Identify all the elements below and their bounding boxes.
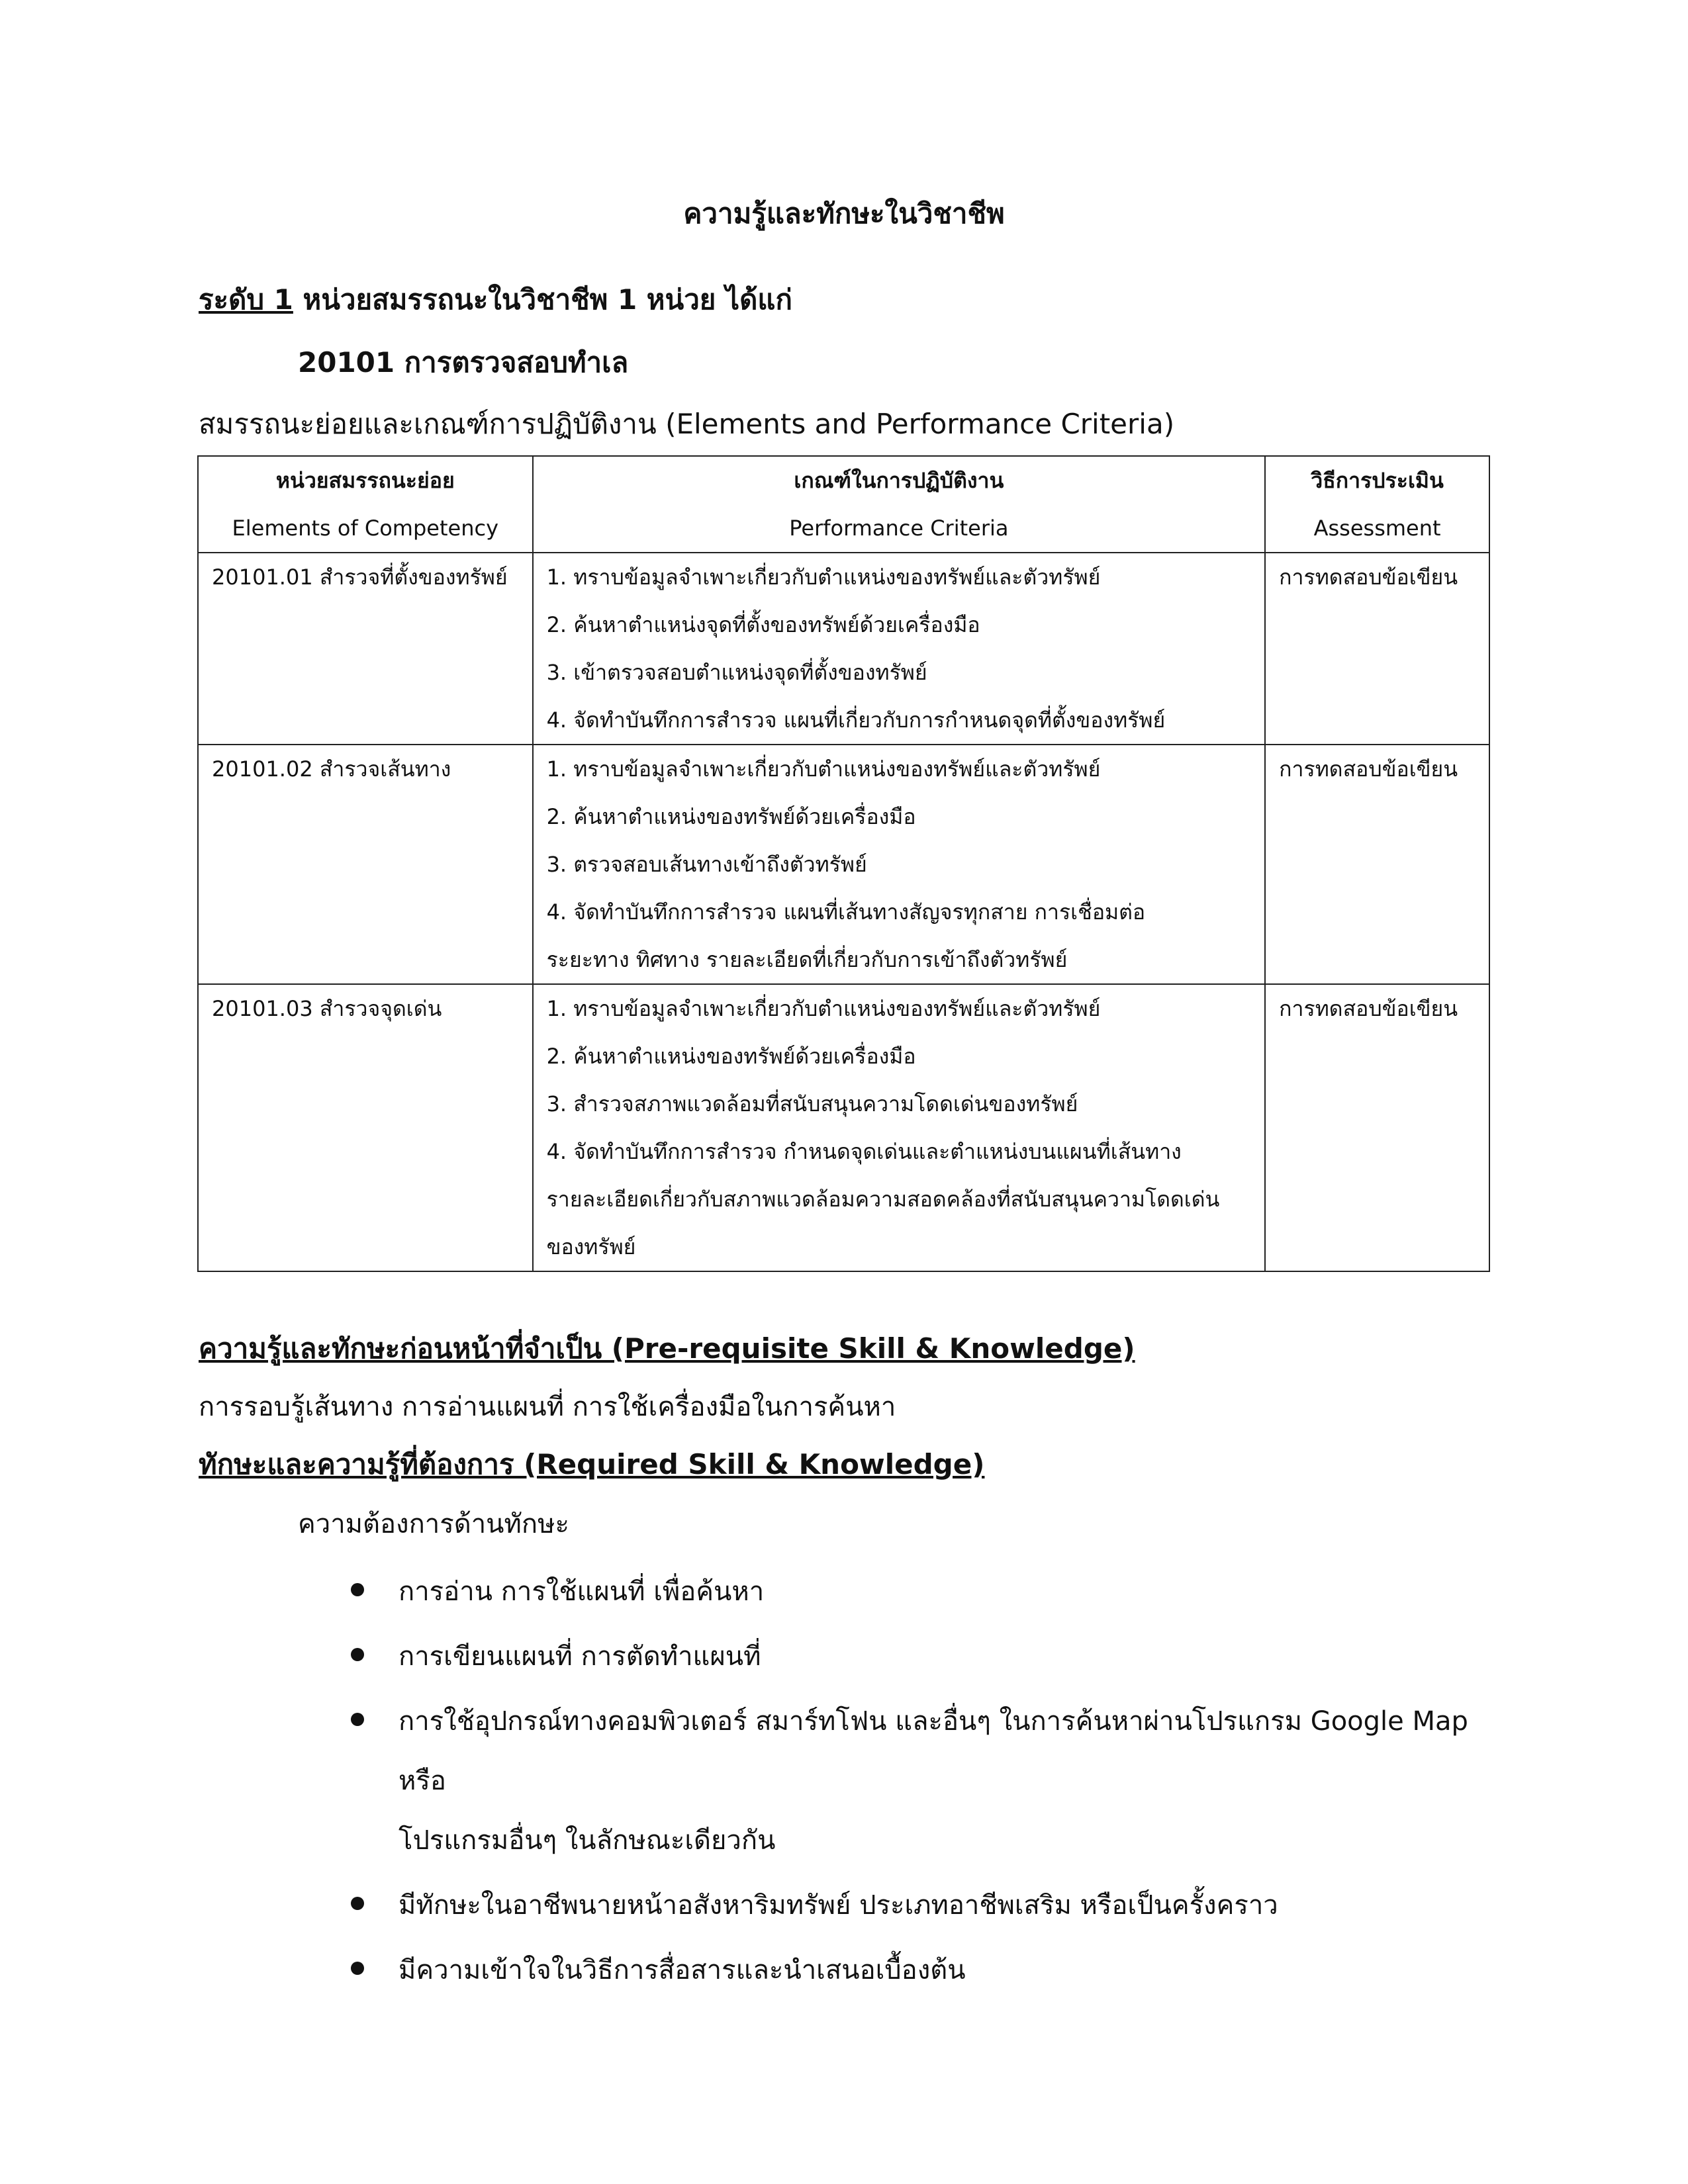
criteria-line: ของทรัพย์ <box>546 1234 636 1259</box>
list-item <box>351 1562 1489 1621</box>
header-english: Assessment <box>1313 516 1441 541</box>
list-item-text: มีทักษะในอาชีพนายหน้าอสังหาริมทรัพย์ ประเภทอาชีพเสริม หรือเป็นครั้งคราว <box>399 1890 1278 1921</box>
bullet-icon <box>351 1962 364 1975</box>
criteria-cell <box>533 553 1266 745</box>
criteria-line: 3. ตรวจสอบเส้นทางเข้าถึงตัวทรัพย์ <box>546 852 867 877</box>
criteria-line: 4. จัดทำบันทึกการสำรวจ แผนที่เส้นทางสัญจรทุกสาย การเชื่อมต่อ <box>546 899 1146 925</box>
criteria-line: ระยะทาง ทิศทาง รายละเอียดที่เกี่ยวกับการเข้าถึงตัวทรัพย์ <box>546 947 1068 972</box>
prerequisite-text: การรอบรู้เส้นทาง การอ่านแผนที่ การใช้เครื่องมือในการค้นหา <box>199 1392 896 1422</box>
level-line <box>199 278 792 322</box>
assessment-cell: การทดสอบข้อเขียน <box>1265 984 1489 1271</box>
table-body <box>198 553 1489 1271</box>
criteria-line: 4. จัดทำบันทึกการสำรวจ กำหนดจุดเด่นและตำแหน่งบนแผนที่เส้นทาง <box>546 1139 1182 1164</box>
assessment-cell: การทดสอบข้อเขียน <box>1265 745 1489 984</box>
header-english: Performance Criteria <box>789 516 1009 541</box>
criteria-line: 3. เข้าตรวจสอบตำแหน่งจุดที่ตั้งของทรัพย์ <box>546 660 927 685</box>
level-label: ระดับ 1 <box>199 283 293 316</box>
criteria-line: 3. สำรวจสภาพแวดล้อมที่สนับสนุนความโดดเด่นของทรัพย์ <box>546 1091 1078 1116</box>
list-item <box>351 1940 1489 2000</box>
table-row <box>198 984 1489 1271</box>
bullet-icon <box>351 1583 364 1596</box>
header-english: Elements of Competency <box>232 516 499 541</box>
list-item <box>351 1876 1489 1935</box>
list-item <box>351 1627 1489 1686</box>
element-cell: 20101.02 สำรวจเส้นทาง <box>198 745 533 984</box>
element-cell: 20101.03 สำรวจจุดเด่น <box>198 984 533 1271</box>
header-thai: เกณฑ์ในการปฏิบัติงาน <box>794 468 1004 493</box>
document-title: ความรู้และทักษะในวิชาชีพ <box>683 197 1005 230</box>
criteria-line: 1. ทราบข้อมูลจำเพาะเกี่ยวกับตำแหน่งของทรัพย์และตัวทรัพย์ <box>546 565 1101 590</box>
header-assessment <box>1265 456 1489 553</box>
header-thai: หน่วยสมรรถนะย่อย <box>275 468 455 493</box>
table-header-row <box>198 456 1489 553</box>
assessment-cell: การทดสอบข้อเขียน <box>1265 553 1489 745</box>
criteria-line: รายละเอียดเกี่ยวกับสภาพแวดล้อมความสอดคล้องที่สนับสนุนความโดดเด่น <box>546 1187 1220 1212</box>
list-item-text: การเขียนแผนที่ การตัดทำแผนที่ <box>399 1641 761 1672</box>
level-text: หน่วยสมรรถนะในวิชาชีพ 1 หน่วย ได้แก่ <box>293 283 792 316</box>
criteria-line: 2. ค้นหาตำแหน่งจุดที่ตั้งของทรัพย์ด้วยเครื่องมือ <box>546 612 980 637</box>
required-heading: ทักษะและความรู้ที่ต้องการ (Required Skill & Knowledge) <box>199 1448 985 1480</box>
list-item-text: การอ่าน การใช้แผนที่ เพื่อค้นหา <box>399 1576 765 1607</box>
criteria-line: 2. ค้นหาตำแหน่งของทรัพย์ด้วยเครื่องมือ <box>546 804 916 829</box>
bullet-icon <box>351 1897 364 1910</box>
element-cell: 20101.01 สำรวจที่ตั้งของทรัพย์ <box>198 553 533 745</box>
bullet-icon <box>351 1713 364 1726</box>
unit-title: 20101 การตรวจสอบทำเล <box>298 346 629 379</box>
prerequisite-heading: ความรู้และทักษะก่อนหน้าที่จำเป็น (Pre-requisite Skill & Knowledge) <box>199 1332 1135 1365</box>
header-thai: วิธีการประเมิน <box>1311 468 1444 493</box>
header-criteria <box>533 456 1266 553</box>
criteria-line: 1. ทราบข้อมูลจำเพาะเกี่ยวกับตำแหน่งของทรัพย์และตัวทรัพย์ <box>546 756 1101 782</box>
criteria-cell <box>533 984 1266 1271</box>
list-item-text: มีความเข้าใจในวิธีการสื่อสารและนำเสนอเบื้องต้น <box>399 1955 966 1985</box>
list-item <box>351 1692 1489 1870</box>
criteria-line: 2. ค้นหาตำแหน่งของทรัพย์ด้วยเครื่องมือ <box>546 1044 916 1069</box>
elements-heading: สมรรถนะย่อยและเกณฑ์การปฏิบัติงาน (Elements and Performance Criteria) <box>199 408 1175 440</box>
bullet-icon <box>351 1648 364 1661</box>
criteria-line: 4. จัดทำบันทึกการสำรวจ แผนที่เกี่ยวกับการกำหนดจุดที่ตั้งของทรัพย์ <box>546 707 1166 733</box>
criteria-line: 1. ทราบข้อมูลจำเพาะเกี่ยวกับตำแหน่งของทรัพย์และตัวทรัพย์ <box>546 996 1101 1021</box>
table-row <box>198 745 1489 984</box>
header-elements <box>198 456 533 553</box>
skills-label: ความต้องการด้านทักษะ <box>298 1509 569 1539</box>
list-item-text: โปรแกรมอื่นๆ ในลักษณะเดียวกัน <box>399 1825 776 1856</box>
skills-list <box>351 1562 1489 2005</box>
criteria-table <box>197 455 1490 1272</box>
criteria-cell <box>533 745 1266 984</box>
list-item-text: การใช้อุปกรณ์ทางคอมพิวเตอร์ สมาร์ทโฟน และอื่นๆ ในการค้นหาผ่านโปรแกรม Google Map หรือ <box>399 1706 1468 1796</box>
table-row <box>198 553 1489 745</box>
